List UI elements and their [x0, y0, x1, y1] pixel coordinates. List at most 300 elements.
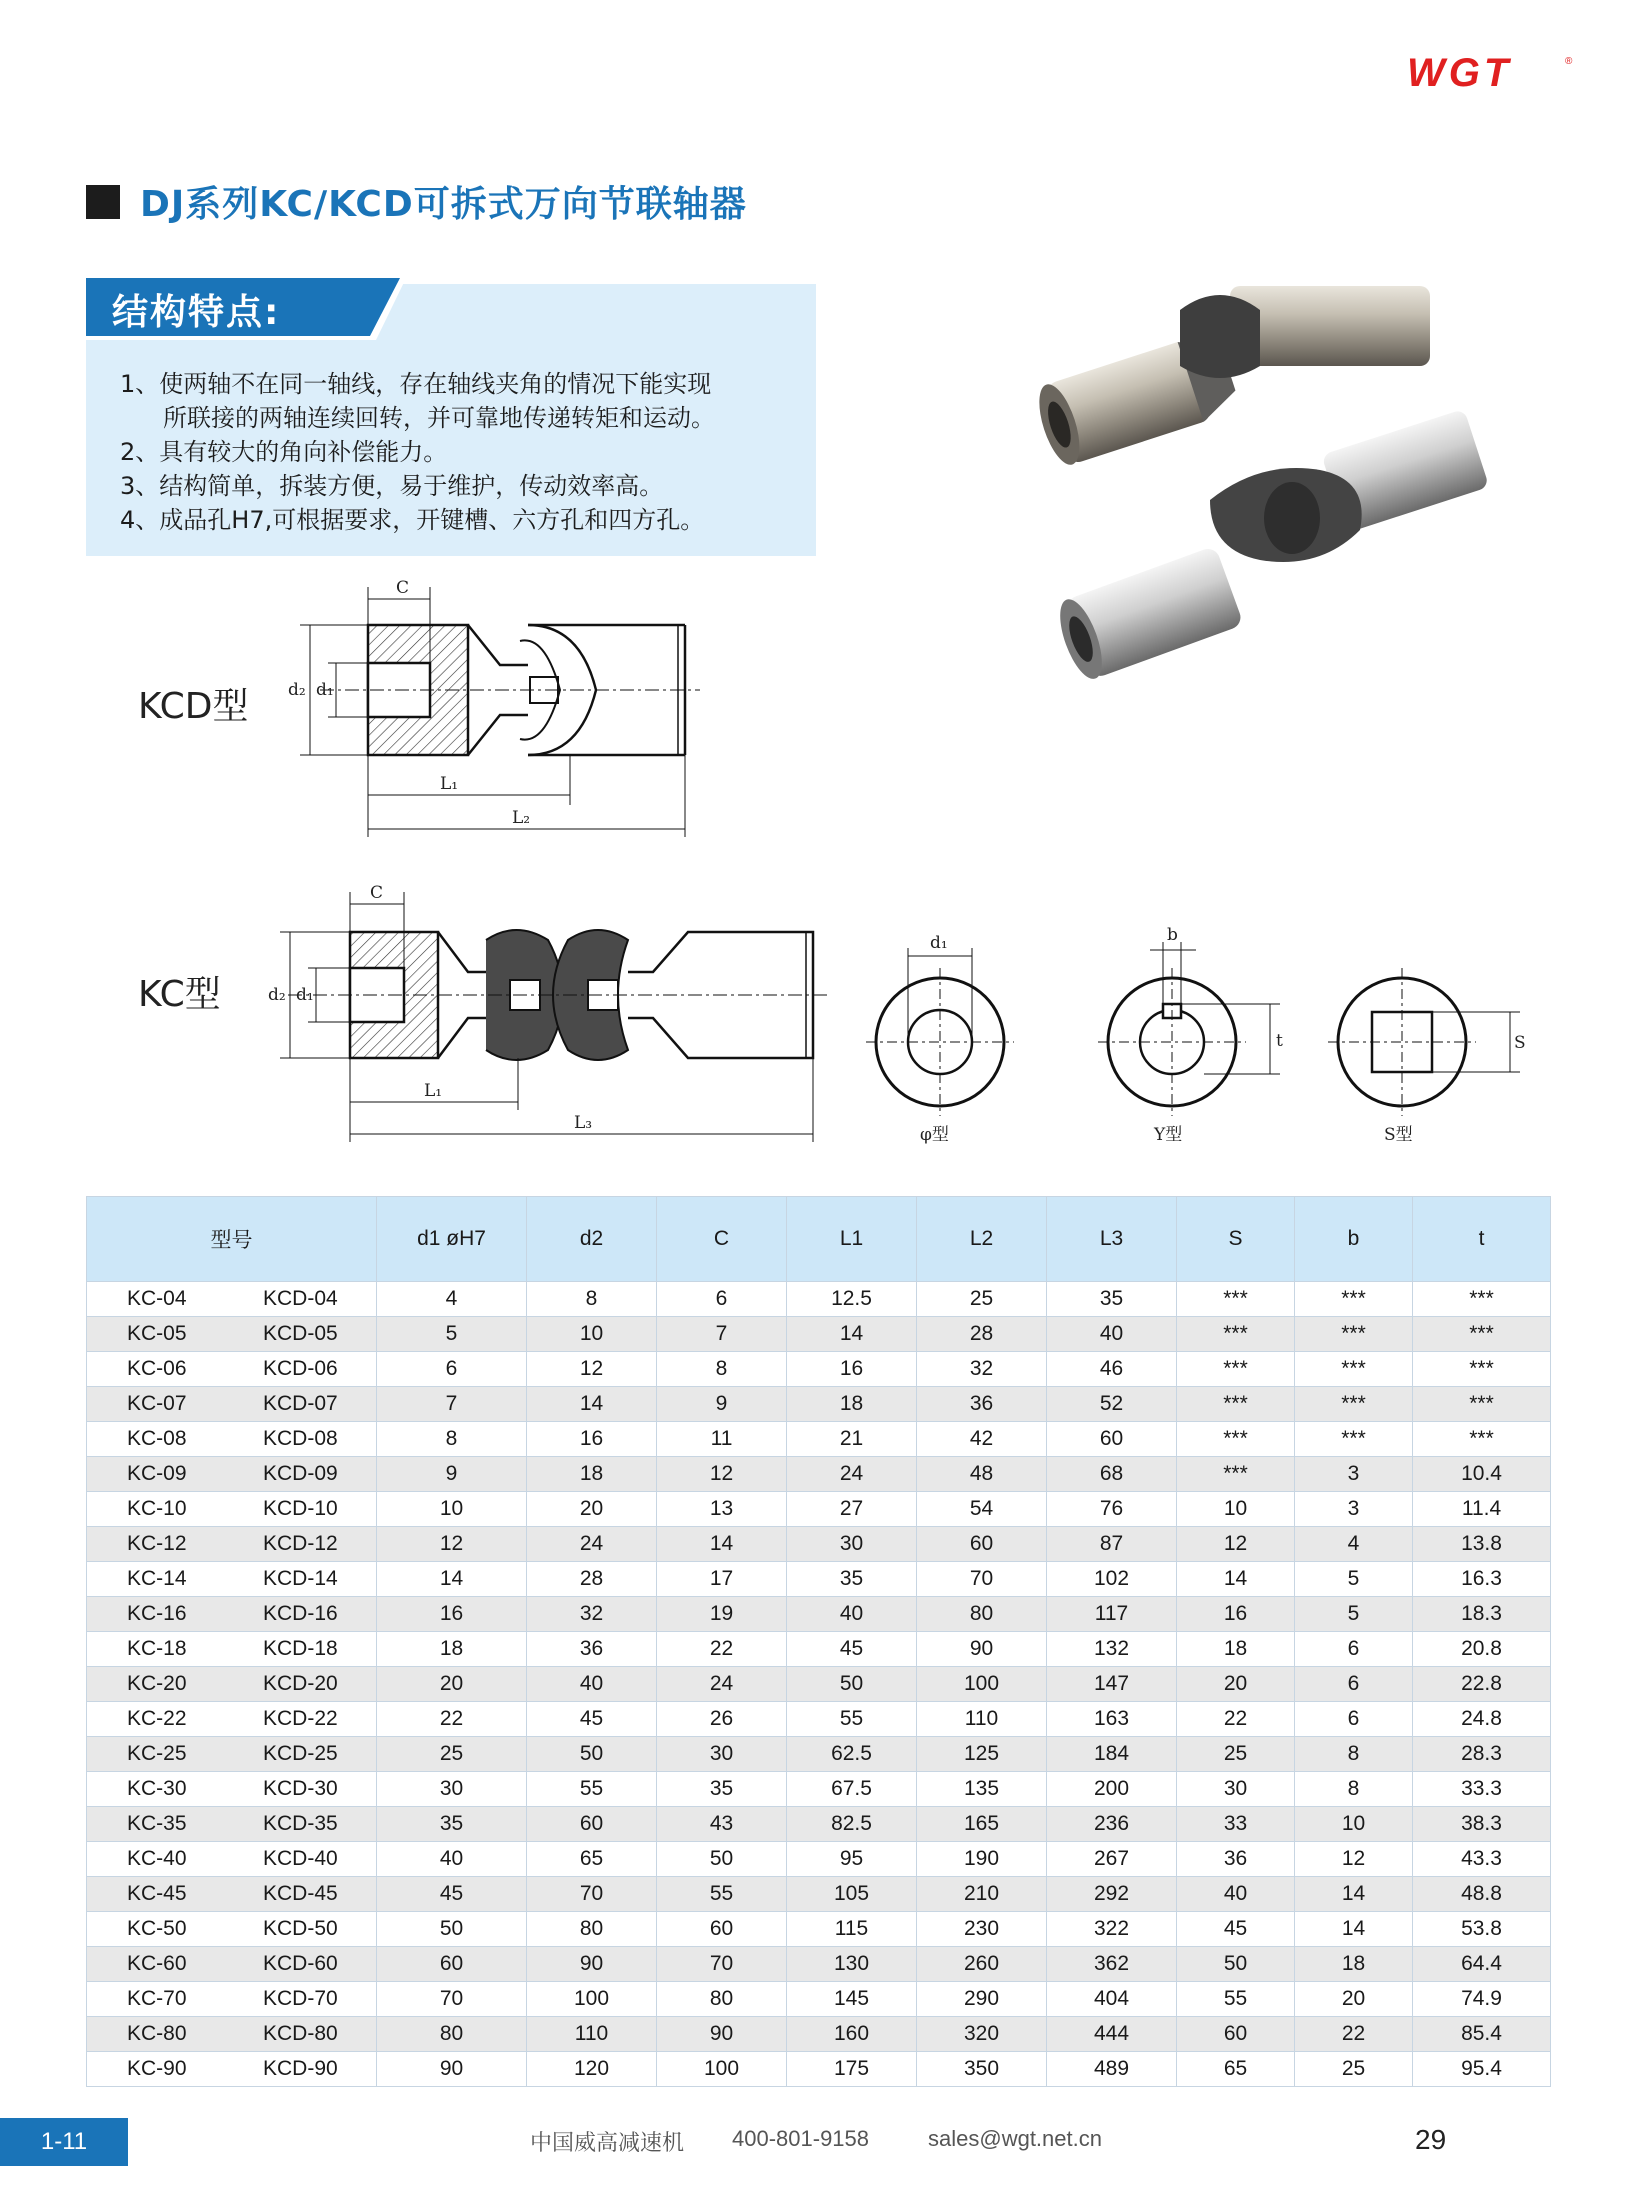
table-cell: 12 — [1295, 1842, 1413, 1877]
kcd-model: KCD-60 — [263, 1952, 338, 1975]
table-cell: 30 — [1177, 1772, 1295, 1807]
table-cell: 230 — [917, 1912, 1047, 1947]
kc-model: KC-14 — [127, 1567, 187, 1590]
table-cell: 90 — [377, 2052, 527, 2087]
table-cell: 20 — [1177, 1667, 1295, 1702]
model-cell — [87, 1457, 377, 1492]
kcd-model: KCD-07 — [263, 1392, 338, 1415]
kc-model: KC-40 — [127, 1847, 187, 1870]
table-cell: 40 — [377, 1842, 527, 1877]
table-cell: 12 — [527, 1352, 657, 1387]
svg-text:d₁: d₁ — [296, 985, 314, 1005]
table-row — [87, 1912, 1551, 1947]
kcd-model: KCD-06 — [263, 1357, 338, 1380]
model-cell — [87, 1492, 377, 1527]
table-cell: 80 — [917, 1597, 1047, 1632]
table-cell: 444 — [1047, 2017, 1177, 2052]
table-cell: 165 — [917, 1807, 1047, 1842]
table-cell: 12 — [1177, 1527, 1295, 1562]
table-cell: 100 — [527, 1982, 657, 2017]
table-cell: 95 — [787, 1842, 917, 1877]
table-cell: 4 — [1295, 1527, 1413, 1562]
table-row — [87, 2052, 1551, 2087]
model-cell — [87, 1282, 377, 1317]
table-cell: 55 — [1177, 1982, 1295, 2017]
table-cell: 16 — [527, 1422, 657, 1457]
kcd-model: KCD-50 — [263, 1917, 338, 1940]
kc-model: KC-10 — [127, 1497, 187, 1520]
table-cell: 147 — [1047, 1667, 1177, 1702]
table-cell: 22 — [657, 1632, 787, 1667]
table-cell: 135 — [917, 1772, 1047, 1807]
table-cell: 18 — [787, 1387, 917, 1422]
table-cell: 50 — [527, 1737, 657, 1772]
table-cell: 25 — [917, 1282, 1047, 1317]
table-cell: 13.8 — [1413, 1527, 1551, 1562]
table-cell: 14 — [1295, 1912, 1413, 1947]
col-header-l2: L2 — [917, 1197, 1047, 1282]
table-cell: 10 — [377, 1492, 527, 1527]
table-cell: 12 — [377, 1527, 527, 1562]
kcd-model: KCD-04 — [263, 1287, 338, 1310]
model-cell — [87, 1772, 377, 1807]
kcd-model: KCD-70 — [263, 1987, 338, 2010]
table-cell: 236 — [1047, 1807, 1177, 1842]
table-cell: 20.8 — [1413, 1632, 1551, 1667]
table-cell: 210 — [917, 1877, 1047, 1912]
kc-model: KC-16 — [127, 1602, 187, 1625]
table-cell: 55 — [657, 1877, 787, 1912]
kcd-model: KCD-40 — [263, 1847, 338, 1870]
table-cell: 60 — [377, 1947, 527, 1982]
table-row — [87, 1772, 1551, 1807]
kcd-model: KCD-22 — [263, 1707, 338, 1730]
table-cell: 489 — [1047, 2052, 1177, 2087]
table-cell: 9 — [657, 1387, 787, 1422]
table-cell: 14 — [657, 1527, 787, 1562]
table-cell: 18 — [1295, 1947, 1413, 1982]
kcd-model: KCD-14 — [263, 1567, 338, 1590]
svg-text:WGT: WGT — [1407, 52, 1513, 92]
table-cell: 3 — [1295, 1492, 1413, 1527]
table-cell: *** — [1177, 1317, 1295, 1352]
table-cell: 95.4 — [1413, 2052, 1551, 2087]
table-cell: 7 — [377, 1387, 527, 1422]
brand-logo — [1407, 52, 1577, 92]
table-cell: 16.3 — [1413, 1562, 1551, 1597]
col-header-l1: L1 — [787, 1197, 917, 1282]
kc-model: KC-35 — [127, 1812, 187, 1835]
table-cell: *** — [1413, 1422, 1551, 1457]
table-cell: 70 — [527, 1877, 657, 1912]
table-cell: 115 — [787, 1912, 917, 1947]
table-cell: 8 — [377, 1422, 527, 1457]
table-cell: *** — [1295, 1282, 1413, 1317]
svg-text:b: b — [1167, 925, 1178, 945]
table-cell: 6 — [1295, 1632, 1413, 1667]
table-cell: 9 — [377, 1457, 527, 1492]
model-cell — [87, 1352, 377, 1387]
kc-model: KC-60 — [127, 1952, 187, 1975]
table-cell: 8 — [1295, 1737, 1413, 1772]
table-cell: 22.8 — [1413, 1667, 1551, 1702]
kcd-model: KCD-12 — [263, 1532, 338, 1555]
table-cell: 100 — [917, 1667, 1047, 1702]
table-cell: 64.4 — [1413, 1947, 1551, 1982]
table-cell: 350 — [917, 2052, 1047, 2087]
footer-company: 中国威高减速机 — [530, 2130, 685, 2155]
table-cell: 8 — [527, 1282, 657, 1317]
table-cell: 11 — [657, 1422, 787, 1457]
table-cell: 85.4 — [1413, 2017, 1551, 2052]
table-row — [87, 1702, 1551, 1737]
table-cell: 70 — [657, 1947, 787, 1982]
table-cell: 40 — [527, 1667, 657, 1702]
table-cell: 36 — [1177, 1842, 1295, 1877]
table-row — [87, 1457, 1551, 1492]
table-cell: 290 — [917, 1982, 1047, 2017]
kc-model: KC-70 — [127, 1987, 187, 2010]
table-cell: 8 — [657, 1352, 787, 1387]
section-y — [1098, 925, 1283, 1145]
svg-text:S型: S型 — [1384, 1125, 1413, 1145]
feature-line: 3、结构简单，拆装方便，易于维护，传动效率高。 — [120, 472, 664, 500]
table-cell: 10 — [527, 1317, 657, 1352]
kcd-model: KCD-05 — [263, 1322, 338, 1345]
table-cell: 292 — [1047, 1877, 1177, 1912]
kcd-model: KCD-35 — [263, 1812, 338, 1835]
table-cell: 19 — [657, 1597, 787, 1632]
table-cell: 16 — [787, 1352, 917, 1387]
col-header-c: C — [657, 1197, 787, 1282]
table-cell: *** — [1177, 1422, 1295, 1457]
table-cell: *** — [1177, 1387, 1295, 1422]
table-row — [87, 1422, 1551, 1457]
model-cell — [87, 1422, 377, 1457]
footer-email: sales@wgt.net.cn — [928, 2126, 1102, 2151]
page-title: DJ系列KC/KCD可拆式万向节联轴器 — [140, 184, 747, 225]
table-cell: 24 — [527, 1527, 657, 1562]
kc-model: KC-12 — [127, 1532, 187, 1555]
kc-model: KC-09 — [127, 1462, 187, 1485]
model-cell — [87, 1982, 377, 2017]
table-cell: 67.5 — [787, 1772, 917, 1807]
feature-line: 1、使两轴不在同一轴线，存在轴线夹角的情况下能实现 — [120, 370, 712, 398]
table-cell: 35 — [1047, 1282, 1177, 1317]
table-cell: 36 — [917, 1387, 1047, 1422]
table-cell: 60 — [1177, 2017, 1295, 2052]
col-header-b: b — [1295, 1197, 1413, 1282]
svg-text:d₂: d₂ — [268, 985, 286, 1005]
model-cell — [87, 1317, 377, 1352]
model-cell — [87, 1632, 377, 1667]
table-cell: 6 — [1295, 1667, 1413, 1702]
table-cell: 90 — [657, 2017, 787, 2052]
table-cell: 4 — [377, 1282, 527, 1317]
kcd-model: KCD-16 — [263, 1602, 338, 1625]
table-cell: 24.8 — [1413, 1702, 1551, 1737]
table-header-row — [87, 1197, 1551, 1282]
table-cell: *** — [1413, 1317, 1551, 1352]
table-cell: 46 — [1047, 1352, 1177, 1387]
model-cell — [87, 1562, 377, 1597]
col-header-l3: L3 — [1047, 1197, 1177, 1282]
table-cell: 32 — [527, 1597, 657, 1632]
table-row — [87, 2017, 1551, 2052]
table-cell: 45 — [787, 1632, 917, 1667]
table-cell: 28.3 — [1413, 1737, 1551, 1772]
svg-text:t: t — [1276, 1031, 1283, 1051]
table-cell: 27 — [787, 1492, 917, 1527]
table-cell: 54 — [917, 1492, 1047, 1527]
table-cell: 17 — [657, 1562, 787, 1597]
table-cell: 3 — [1295, 1457, 1413, 1492]
table-cell: 11.4 — [1413, 1492, 1551, 1527]
table-row — [87, 1842, 1551, 1877]
table-cell: 33 — [1177, 1807, 1295, 1842]
kcd-model: KCD-10 — [263, 1497, 338, 1520]
table-cell: 74.9 — [1413, 1982, 1551, 2017]
table-cell: 175 — [787, 2052, 917, 2087]
table-cell: 62.5 — [787, 1737, 917, 1772]
svg-text:d₁: d₁ — [930, 933, 948, 953]
table-cell: 125 — [917, 1737, 1047, 1772]
model-cell — [87, 1912, 377, 1947]
table-cell: 12.5 — [787, 1282, 917, 1317]
model-cell — [87, 1807, 377, 1842]
table-cell: 90 — [917, 1632, 1047, 1667]
table-cell: 260 — [917, 1947, 1047, 1982]
svg-text:L₁: L₁ — [440, 774, 459, 794]
table-cell: *** — [1177, 1352, 1295, 1387]
svg-text:C: C — [396, 578, 410, 598]
table-cell: 28 — [917, 1317, 1047, 1352]
kc-model: KC-08 — [127, 1427, 187, 1450]
table-cell: 40 — [787, 1597, 917, 1632]
kcd-model: KCD-80 — [263, 2022, 338, 2045]
section-page-tag: 1-11 — [0, 2118, 128, 2166]
table-cell: 7 — [657, 1317, 787, 1352]
table-cell: 8 — [1295, 1772, 1413, 1807]
kc-model: KC-22 — [127, 1707, 187, 1730]
table-cell: 132 — [1047, 1632, 1177, 1667]
table-row — [87, 1632, 1551, 1667]
table-cell: 35 — [657, 1772, 787, 1807]
table-cell: 5 — [377, 1317, 527, 1352]
table-cell: 16 — [377, 1597, 527, 1632]
kcd-model: KCD-18 — [263, 1637, 338, 1660]
col-header-s: S — [1177, 1197, 1295, 1282]
features-heading: 结构特点: — [112, 292, 281, 333]
table-cell: 50 — [657, 1842, 787, 1877]
table-cell: 80 — [377, 2017, 527, 2052]
table-row — [87, 1282, 1551, 1317]
table-cell: 80 — [657, 1982, 787, 2017]
table-cell: 14 — [1295, 1877, 1413, 1912]
section-views — [860, 920, 1540, 1160]
spec-table — [86, 1196, 1551, 2087]
kcd-model: KCD-08 — [263, 1427, 338, 1450]
table-cell: 18 — [1177, 1632, 1295, 1667]
model-cell — [87, 1667, 377, 1702]
title-marker — [86, 185, 120, 219]
kc-drawing — [258, 880, 838, 1150]
svg-text:L₂: L₂ — [512, 808, 531, 828]
kc-model: KC-18 — [127, 1637, 187, 1660]
svg-text:d₁: d₁ — [316, 680, 334, 700]
table-cell: 105 — [787, 1877, 917, 1912]
table-cell: 10 — [1295, 1807, 1413, 1842]
table-cell: 22 — [1295, 2017, 1413, 2052]
table-cell: 14 — [527, 1387, 657, 1422]
table-cell: 65 — [527, 1842, 657, 1877]
table-row — [87, 1562, 1551, 1597]
model-cell — [87, 2017, 377, 2052]
table-row — [87, 1597, 1551, 1632]
table-cell: *** — [1413, 1282, 1551, 1317]
table-row — [87, 1737, 1551, 1772]
table-cell: 163 — [1047, 1702, 1177, 1737]
table-cell: *** — [1177, 1282, 1295, 1317]
table-cell: 50 — [1177, 1947, 1295, 1982]
table-cell: 13 — [657, 1492, 787, 1527]
table-cell: 35 — [377, 1807, 527, 1842]
table-cell: 35 — [787, 1562, 917, 1597]
table-cell: 5 — [1295, 1597, 1413, 1632]
table-cell: 404 — [1047, 1982, 1177, 2017]
table-cell: 10.4 — [1413, 1457, 1551, 1492]
table-row — [87, 1877, 1551, 1912]
col-header-d2: d2 — [527, 1197, 657, 1282]
table-cell: 16 — [1177, 1597, 1295, 1632]
table-cell: 60 — [657, 1912, 787, 1947]
table-cell: 36 — [527, 1632, 657, 1667]
table-cell: 100 — [657, 2052, 787, 2087]
table-cell: 50 — [787, 1667, 917, 1702]
table-cell: 6 — [377, 1352, 527, 1387]
kc-model: KC-25 — [127, 1742, 187, 1765]
table-cell: 320 — [917, 2017, 1047, 2052]
svg-text:φ型: φ型 — [920, 1125, 949, 1145]
table-cell: 28 — [527, 1562, 657, 1597]
table-cell: 24 — [657, 1667, 787, 1702]
table-cell: 18.3 — [1413, 1597, 1551, 1632]
table-cell: 40 — [1177, 1877, 1295, 1912]
kc-label: KC型 — [138, 974, 221, 1015]
table-cell: 21 — [787, 1422, 917, 1457]
page-number: 29 — [1415, 2124, 1447, 2155]
svg-text:d₂: d₂ — [288, 680, 306, 700]
table-cell: 26 — [657, 1702, 787, 1737]
table-cell: 68 — [1047, 1457, 1177, 1492]
table-cell: 184 — [1047, 1737, 1177, 1772]
table-cell: 60 — [527, 1807, 657, 1842]
table-cell: 102 — [1047, 1562, 1177, 1597]
table-cell: 30 — [657, 1737, 787, 1772]
table-cell: 32 — [917, 1352, 1047, 1387]
feature-line: 所联接的两轴连续回转，并可靠地传递转矩和运动。 — [163, 404, 715, 432]
kc-model: KC-07 — [127, 1392, 187, 1415]
table-cell: 25 — [1295, 2052, 1413, 2087]
table-cell: 82.5 — [787, 1807, 917, 1842]
table-cell: 10 — [1177, 1492, 1295, 1527]
table-cell: 145 — [787, 1982, 917, 2017]
table-row — [87, 1527, 1551, 1562]
table-cell: 20 — [377, 1667, 527, 1702]
section-phi — [866, 933, 1014, 1145]
table-cell: 55 — [527, 1772, 657, 1807]
table-cell: 20 — [527, 1492, 657, 1527]
table-cell: 22 — [377, 1702, 527, 1737]
table-row — [87, 1387, 1551, 1422]
svg-text:®: ® — [1565, 56, 1573, 67]
table-cell: 322 — [1047, 1912, 1177, 1947]
model-cell — [87, 1877, 377, 1912]
kc-model: KC-20 — [127, 1672, 187, 1695]
table-cell: *** — [1177, 1457, 1295, 1492]
col-header-model: 型号 — [87, 1197, 377, 1282]
table-cell: *** — [1295, 1422, 1413, 1457]
table-cell: 53.8 — [1413, 1912, 1551, 1947]
table-row — [87, 1947, 1551, 1982]
svg-text:C: C — [370, 883, 384, 903]
table-cell: 42 — [917, 1422, 1047, 1457]
kcd-model: KCD-30 — [263, 1777, 338, 1800]
svg-text:L₁: L₁ — [424, 1081, 443, 1101]
table-cell: 18 — [377, 1632, 527, 1667]
kcd-label: KCD型 — [138, 686, 249, 727]
kc-model: KC-05 — [127, 1322, 187, 1345]
table-cell: 120 — [527, 2052, 657, 2087]
feature-line: 2、具有较大的角向补偿能力。 — [120, 438, 448, 466]
table-cell: 6 — [657, 1282, 787, 1317]
table-cell: 5 — [1295, 1562, 1413, 1597]
feature-line: 4、成品孔H7,可根据要求，开键槽、六方孔和四方孔。 — [120, 506, 705, 534]
svg-text:L₃: L₃ — [574, 1113, 593, 1133]
table-cell: 25 — [1177, 1737, 1295, 1772]
table-row — [87, 1352, 1551, 1387]
table-cell: 20 — [1295, 1982, 1413, 2017]
table-row — [87, 1492, 1551, 1527]
model-cell — [87, 1702, 377, 1737]
table-cell: *** — [1413, 1352, 1551, 1387]
table-cell: 76 — [1047, 1492, 1177, 1527]
table-cell: 117 — [1047, 1597, 1177, 1632]
kc-model: KC-90 — [127, 2057, 187, 2080]
model-cell — [87, 1527, 377, 1562]
table-cell: 80 — [527, 1912, 657, 1947]
product-photo — [1030, 270, 1510, 680]
table-cell: 6 — [1295, 1702, 1413, 1737]
table-cell: 48 — [917, 1457, 1047, 1492]
table-cell: 18 — [527, 1457, 657, 1492]
table-cell: *** — [1295, 1352, 1413, 1387]
kc-model: KC-30 — [127, 1777, 187, 1800]
table-cell: 65 — [1177, 2052, 1295, 2087]
table-cell: *** — [1295, 1317, 1413, 1352]
table-cell: 70 — [377, 1982, 527, 2017]
table-cell: 25 — [377, 1737, 527, 1772]
model-cell — [87, 1947, 377, 1982]
table-cell: 362 — [1047, 1947, 1177, 1982]
kc-model: KC-80 — [127, 2022, 187, 2045]
kc-model: KC-45 — [127, 1882, 187, 1905]
table-cell: 110 — [917, 1702, 1047, 1737]
table-cell: *** — [1295, 1387, 1413, 1422]
table-cell: 24 — [787, 1457, 917, 1492]
model-cell — [87, 2052, 377, 2087]
table-cell: 45 — [377, 1877, 527, 1912]
